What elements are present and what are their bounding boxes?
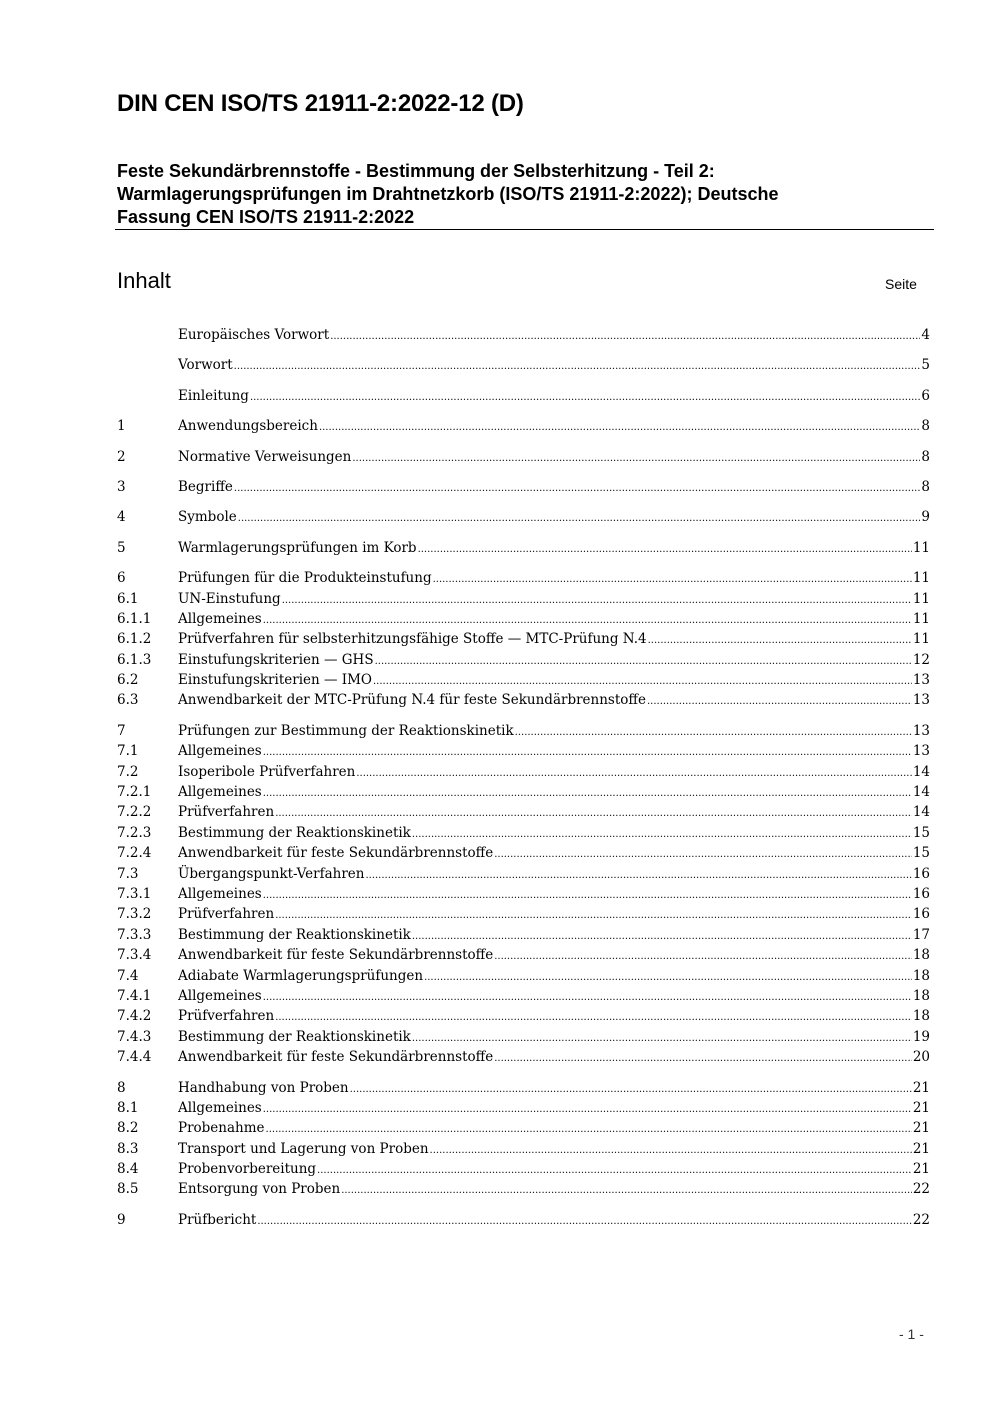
toc-entry-page: 8 (921, 448, 930, 465)
toc-entry-label: Probenvorbereitung (178, 1161, 317, 1178)
toc-entry-number: 8.1 (117, 1099, 139, 1116)
toc-entry-number: 8 (117, 1079, 126, 1096)
toc-entry-body (178, 945, 930, 967)
toc-entry-number: 2 (117, 448, 126, 465)
toc-dot-leader (234, 479, 921, 499)
toc-entry-number: 7.2 (117, 763, 139, 780)
toc-dot-leader (412, 927, 912, 947)
toc-entry-number: 8.3 (117, 1140, 139, 1157)
toc-entry-page: 18 (912, 967, 930, 984)
toc-entry[interactable] (117, 802, 930, 822)
toc-entry-page: 8 (921, 478, 930, 495)
title-divider (115, 229, 934, 230)
toc-entry-label: Allgemeines (178, 784, 262, 801)
toc-entry-page: 14 (912, 804, 930, 821)
toc-entry-label: Anwendungsbereich (178, 418, 318, 435)
toc-dot-leader (424, 968, 912, 988)
toc-entry-body (178, 629, 930, 651)
toc-entry-number: 6.1.1 (117, 610, 152, 627)
toc-entry-label: Warmlagerungsprüfungen im Korb (178, 539, 417, 556)
toc-entry-body (178, 966, 930, 988)
toc-entry[interactable] (117, 1139, 930, 1159)
toc-dot-leader (433, 570, 912, 590)
toc-entry-label: Allgemeines (178, 885, 262, 902)
toc-entry[interactable] (117, 1078, 930, 1098)
toc-entry-label: Prüfungen für die Produkteinstufung (178, 570, 432, 587)
toc-entry-number: 8.5 (117, 1181, 139, 1198)
toc-entry-page: 16 (912, 906, 930, 923)
toc-entry[interactable] (117, 762, 930, 782)
toc-entry[interactable] (117, 945, 930, 965)
toc-entry-page: 13 (912, 722, 930, 739)
toc-dot-leader (648, 631, 912, 651)
toc-entry-page: 21 (912, 1079, 930, 1096)
toc-entry-body (178, 986, 930, 1008)
toc-dot-leader (494, 845, 912, 865)
toc-entry-label: Symbole (178, 509, 237, 526)
toc-entry-body (178, 690, 930, 712)
toc-dot-leader (515, 723, 912, 743)
toc-entry-number: 8.4 (117, 1161, 139, 1178)
toc-entry-page: 16 (912, 865, 930, 882)
toc-entry-number: 6.2 (117, 672, 139, 689)
toc-entry-body (178, 609, 930, 631)
toc-entry-number: 8.2 (117, 1120, 139, 1137)
toc-entry-number: 3 (117, 478, 126, 495)
toc-entry-number: 7.4.4 (117, 1049, 152, 1066)
toc-entry[interactable] (117, 966, 930, 986)
table-of-contents (117, 325, 930, 1230)
toc-entry-label: Prüfverfahren (178, 906, 275, 923)
toc-entry-label: Europäisches Vorwort (178, 327, 330, 343)
toc-entry-body (178, 355, 930, 377)
toc-dot-leader (275, 906, 912, 926)
toc-entry-body (178, 925, 930, 947)
toc-entry-label: Begriffe (178, 478, 233, 495)
toc-entry-label: Transport und Lagerung von Proben (178, 1140, 429, 1157)
toc-entry-page: 9 (921, 509, 930, 526)
toc-entry-body (178, 416, 930, 438)
toc-entry-body (178, 823, 930, 845)
toc-dot-leader (494, 1049, 912, 1069)
toc-entry-page: 13 (912, 692, 930, 709)
toc-dot-leader (263, 886, 912, 906)
toc-entry[interactable] (117, 690, 930, 710)
toc-entry-body (178, 1159, 930, 1181)
toc-entry-label: Handhabung von Proben (178, 1079, 349, 1096)
toc-entry[interactable] (117, 507, 930, 527)
toc-entry-label: Anwendbarkeit für feste Sekundärbrennstoffe (178, 947, 494, 964)
toc-entry[interactable] (117, 1179, 930, 1199)
toc-entry-body (178, 507, 930, 529)
toc-entry-page: 21 (912, 1140, 930, 1157)
toc-entry[interactable] (117, 741, 930, 761)
toc-dot-leader (275, 1008, 912, 1028)
toc-entry-page: 11 (912, 610, 930, 627)
page-number: - 1 - (899, 1326, 924, 1342)
toc-entry-label: Anwendbarkeit für feste Sekundärbrennstoffe (178, 1049, 494, 1066)
document-id: DIN CEN ISO/TS 21911-2:2022-12 (D) (117, 90, 524, 117)
toc-entry-number: 6.1.3 (117, 651, 152, 668)
toc-entry-body (178, 386, 930, 408)
toc-entry[interactable] (117, 416, 930, 436)
toc-dot-leader (263, 611, 912, 631)
toc-entry-body (178, 650, 930, 672)
toc-entry-number: 7.3.3 (117, 926, 152, 943)
toc-entry-page: 17 (912, 926, 930, 943)
toc-dot-leader (266, 1120, 912, 1140)
toc-entry[interactable] (117, 823, 930, 843)
toc-entry-label: Probenahme (178, 1120, 265, 1137)
toc-entry[interactable] (117, 447, 930, 467)
toc-entry-number: 7.3 (117, 865, 139, 882)
toc-entry-body (178, 538, 930, 560)
toc-entry-label: Übergangspunkt-Verfahren (178, 865, 365, 882)
toc-entry-body (178, 447, 930, 469)
toc-entry-body (178, 1179, 930, 1201)
toc-entry-body (178, 670, 930, 692)
toc-entry-body (178, 843, 930, 865)
toc-entry-page: 21 (912, 1120, 930, 1137)
document-title-line: Feste Sekundärbrennstoffe - Bestimmung der Selbsterhitzung - Teil 2: (117, 161, 715, 181)
toc-entry[interactable] (117, 843, 930, 863)
toc-entry-label: Normative Verweisungen (178, 448, 352, 465)
toc-entry-page: 18 (912, 947, 930, 964)
toc-dot-leader (263, 784, 912, 804)
toc-entry-body (178, 762, 930, 784)
toc-entry-body (178, 864, 930, 886)
toc-dot-leader (647, 692, 912, 712)
toc-entry[interactable] (117, 650, 930, 670)
toc-entry-label: Allgemeines (178, 743, 262, 760)
toc-entry-page: 22 (912, 1181, 930, 1198)
toc-entry-number: 7.3.1 (117, 885, 152, 902)
toc-dot-leader (341, 1181, 912, 1201)
toc-entry-page: 21 (912, 1099, 930, 1116)
toc-dot-leader (317, 1161, 912, 1181)
toc-entry-page: 14 (912, 763, 930, 780)
toc-entry-number: 7.4.2 (117, 1008, 152, 1025)
toc-dot-leader (238, 509, 921, 529)
toc-entry[interactable] (117, 1027, 930, 1047)
toc-entry[interactable] (117, 609, 930, 629)
toc-entry-label: Prüfverfahren (178, 1008, 275, 1025)
toc-entry-number: 1 (117, 418, 126, 435)
toc-dot-leader (373, 672, 912, 692)
toc-entry[interactable] (117, 884, 930, 904)
toc-entry-label: Bestimmung der Reaktionskinetik (178, 926, 411, 943)
toc-dot-leader (412, 1029, 912, 1049)
toc-entry-body (178, 1078, 930, 1100)
toc-entry-label: Prüfungen zur Bestimmung der Reaktionskinetik (178, 722, 514, 739)
toc-dot-leader (275, 804, 912, 824)
toc-entry-label: Adiabate Warmlagerungsprüfungen (178, 967, 424, 984)
toc-entry[interactable] (117, 538, 930, 558)
toc-dot-leader (257, 1212, 912, 1232)
toc-entry-label: Bestimmung der Reaktionskinetik (178, 1028, 411, 1045)
toc-entry-page: 21 (912, 1161, 930, 1178)
toc-entry-body (178, 1118, 930, 1140)
toc-entry-body (178, 741, 930, 763)
toc-entry-label: Anwendbarkeit für feste Sekundärbrennstoffe (178, 845, 494, 862)
toc-dot-leader (263, 988, 912, 1008)
toc-entry[interactable] (117, 1159, 930, 1179)
toc-entry[interactable] (117, 355, 930, 375)
toc-entry-label: Allgemeines (178, 987, 262, 1004)
document-title-line: Fassung CEN ISO/TS 21911-2:2022 (117, 207, 415, 227)
toc-entry[interactable] (117, 721, 930, 741)
document-title-line: Warmlagerungsprüfungen im Drahtnetzkorb (ISO/TS 21911-2:2022); Deutsche (117, 184, 779, 204)
toc-entry-page: 11 (912, 570, 930, 587)
toc-entry-body (178, 568, 930, 590)
toc-entry[interactable] (117, 1098, 930, 1118)
toc-entry[interactable] (117, 904, 930, 924)
toc-entry-number: 6.3 (117, 692, 139, 709)
toc-dot-leader (418, 540, 912, 560)
toc-entry-number: 6.1 (117, 590, 139, 607)
toc-entry-body (178, 1210, 930, 1232)
toc-entry[interactable] (117, 568, 930, 588)
toc-entry-number: 7.4 (117, 967, 139, 984)
toc-entry-page: 16 (912, 885, 930, 902)
page-column-label: Seite (885, 276, 917, 292)
toc-entry-label: Prüfverfahren für selbsterhitzungsfähige Stoffe — MTC-Prüfung N.4 (178, 631, 647, 648)
toc-entry[interactable] (117, 782, 930, 802)
toc-entry-page: 19 (912, 1028, 930, 1045)
toc-entry-page: 22 (912, 1211, 930, 1228)
toc-entry-body (178, 1139, 930, 1161)
toc-entry-label: Bestimmung der Reaktionskinetik (178, 824, 411, 841)
toc-dot-leader (330, 327, 920, 347)
toc-entry-number: 7.4.1 (117, 987, 152, 1004)
toc-entry-label: Einstufungskriterien — IMO (178, 672, 372, 689)
toc-entry-body (178, 325, 930, 347)
toc-entry-number: 7.1 (117, 743, 139, 760)
toc-entry[interactable] (117, 1006, 930, 1026)
toc-entry-body (178, 782, 930, 804)
toc-entry-page: 5 (921, 357, 930, 374)
toc-entry-page: 11 (912, 631, 930, 648)
toc-entry-number: 7.3.2 (117, 906, 152, 923)
toc-entry-label: Einstufungskriterien — GHS (178, 651, 374, 668)
toc-entry-number: 7.3.4 (117, 947, 152, 964)
toc-entry-label: Einleitung (178, 387, 249, 404)
toc-dot-leader (234, 357, 921, 377)
toc-entry-number: 5 (117, 539, 126, 556)
toc-entry-page: 18 (912, 987, 930, 1004)
toc-entry-number: 7.2.2 (117, 804, 152, 821)
toc-dot-leader (352, 449, 920, 469)
toc-dot-leader (375, 652, 912, 672)
toc-entry-page: 6 (921, 387, 930, 404)
toc-entry-label: Anwendbarkeit der MTC-Prüfung N.4 für feste Sekundärbrennstoffe (178, 692, 646, 709)
toc-entry[interactable] (117, 1210, 930, 1230)
toc-entry-number: 7.2.3 (117, 824, 152, 841)
toc-dot-leader (282, 591, 912, 611)
toc-entry-body (178, 1098, 930, 1120)
toc-entry-label: Prüfbericht (178, 1211, 257, 1228)
toc-entry[interactable] (117, 477, 930, 497)
toc-entry[interactable] (117, 589, 930, 609)
toc-entry-page: 18 (912, 1008, 930, 1025)
toc-entry-page: 11 (912, 539, 930, 556)
toc-entry-page: 8 (921, 418, 930, 435)
toc-entry-body (178, 589, 930, 611)
toc-entry[interactable] (117, 629, 930, 649)
toc-dot-leader (412, 825, 912, 845)
toc-dot-leader (430, 1141, 912, 1161)
toc-entry[interactable] (117, 1118, 930, 1138)
toc-entry-page: 4 (921, 327, 930, 343)
toc-entry-body (178, 721, 930, 743)
toc-entry[interactable] (117, 986, 930, 1006)
toc-entry-number: 7.2.4 (117, 845, 152, 862)
toc-dot-leader (263, 743, 912, 763)
toc-entry-number: 7 (117, 722, 126, 739)
toc-dot-leader (365, 866, 911, 886)
toc-entry-body (178, 1006, 930, 1028)
toc-entry-page: 15 (912, 845, 930, 862)
toc-entry-page: 20 (912, 1049, 930, 1066)
toc-entry-number: 4 (117, 509, 126, 526)
toc-entry-label: UN-Einstufung (178, 590, 281, 607)
toc-entry-label: Allgemeines (178, 610, 262, 627)
toc-entry-page: 14 (912, 784, 930, 801)
toc-entry[interactable] (117, 1047, 930, 1067)
toc-entry[interactable] (117, 386, 930, 406)
toc-entry-number: 9 (117, 1211, 126, 1228)
toc-dot-leader (263, 1100, 912, 1120)
toc-dot-leader (250, 388, 920, 408)
toc-entry-number: 7.4.3 (117, 1028, 152, 1045)
toc-entry-label: Allgemeines (178, 1099, 262, 1116)
document-title (117, 160, 917, 229)
toc-dot-leader (356, 764, 911, 784)
toc-entry-number: 7.2.1 (117, 784, 152, 801)
toc-entry-body (178, 802, 930, 824)
toc-entry-body (178, 904, 930, 926)
toc-entry-label: Prüfverfahren (178, 804, 275, 821)
toc-entry-body (178, 1027, 930, 1049)
toc-entry-number: 6.1.2 (117, 631, 152, 648)
toc-entry-page: 15 (912, 824, 930, 841)
toc-entry[interactable] (117, 864, 930, 884)
toc-entry-number: 6 (117, 570, 126, 587)
toc-dot-leader (319, 418, 920, 438)
toc-entry-page: 13 (912, 743, 930, 760)
toc-heading: Inhalt (117, 268, 171, 293)
toc-dot-leader (350, 1080, 912, 1100)
toc-entry-label: Entsorgung von Proben (178, 1181, 341, 1198)
toc-entry[interactable] (117, 670, 930, 690)
toc-entry-page: 13 (912, 672, 930, 689)
toc-entry[interactable] (117, 325, 930, 345)
toc-entry-body (178, 884, 930, 906)
toc-entry-page: 11 (912, 590, 930, 607)
toc-entry-body (178, 1047, 930, 1069)
toc-entry-page: 12 (912, 651, 930, 668)
toc-entry-label: Vorwort (178, 357, 233, 374)
toc-entry[interactable] (117, 925, 930, 945)
toc-entry-label: Isoperibole Prüfverfahren (178, 763, 356, 780)
toc-dot-leader (494, 947, 912, 967)
toc-entry-body (178, 477, 930, 499)
